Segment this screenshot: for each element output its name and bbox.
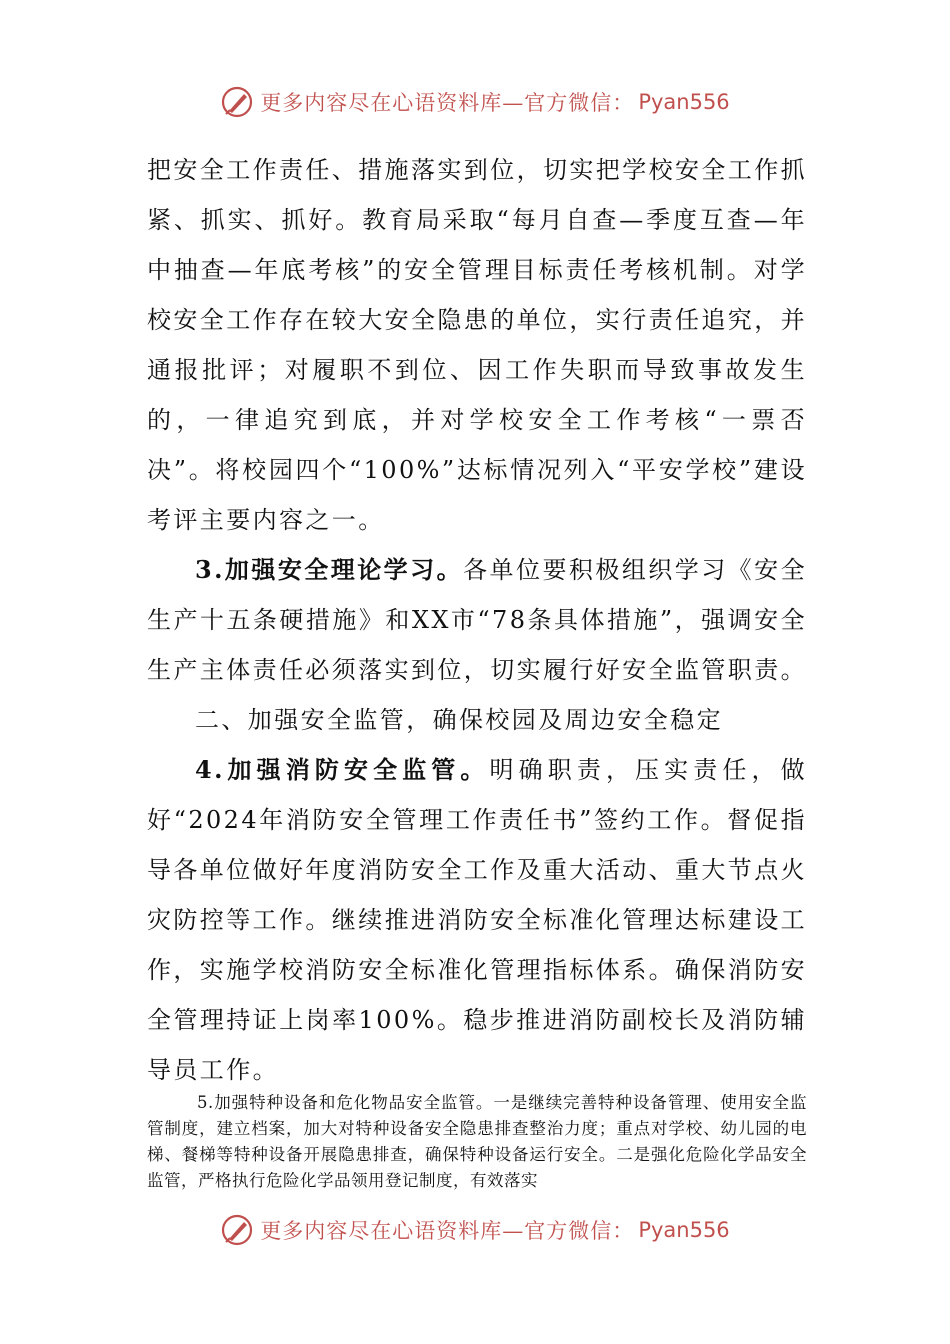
pen-logo-icon bbox=[220, 85, 254, 119]
header-banner-text: 更多内容尽在心语资料库—官方微信： bbox=[260, 91, 635, 115]
footer-banner bbox=[0, 1208, 950, 1252]
paragraph-3-heading: 4.加强消防安全监管。 bbox=[195, 755, 490, 784]
small-print-section bbox=[147, 1090, 807, 1194]
pen-logo-icon bbox=[220, 1213, 254, 1247]
paragraph-1: 把安全工作责任、措施落实到位，切实把学校安全工作抓紧、抓实、抓好。教育局采取“每月自查—季度互查—年中抽查—年底考核”的安全管理目标责任考核机制。对学校安全工作存在较大安全隐患的单位，实行责任追究，并通报批评；对履职不到位、因工作失职而导致事故发生的，一律追究到底，并对学校安全工作考核“一票否决”。将校园四个“100%”达标情况列入“平安学校”建设考评主要内容之一。 bbox=[147, 156, 807, 534]
document-body bbox=[147, 145, 807, 1095]
paragraph-4: 5.加强特种设备和危化物品安全监管。一是继续完善特种设备管理、使用安全监管制度，建立档案，加大对特种设备安全隐患排查整治力度；重点对学校、幼儿园的电梯、餐梯等特种设备开展隐患排查，确保特种设备运行安全。二是强化危险化学品安全监管，严格执行危险化学品领用登记制度，有效落实 bbox=[147, 1093, 807, 1190]
paragraph-2 bbox=[147, 545, 807, 695]
header-wechat-id: Pyan556 bbox=[638, 90, 730, 114]
paragraph-3 bbox=[147, 745, 807, 1095]
paragraph-2-body: 各单位要积极组织学习《安全生产十五条硬措施》和XX市“78条具体措施”，强调安全生产主体责任必须落实到位，切实履行好安全监管职责。 bbox=[147, 556, 807, 684]
paragraph-3-body: 明确职责，压实责任，做好“2024年消防安全管理工作责任书”签约工作。督促指导各单位做好年度消防安全工作及重大活动、重大节点火灾防控等工作。继续推进消防安全标准化管理达标建设工作，实施学校消防安全标准化管理指标体系。确保消防安全管理持证上岗率100%。稳步推进消防副校长及消防辅导员工作。 bbox=[147, 756, 807, 1084]
footer-wechat-id: Pyan556 bbox=[638, 1218, 730, 1242]
section-heading: 二、加强安全监管，确保校园及周边安全稳定 bbox=[195, 706, 723, 734]
paragraph-2-heading: 3.加强安全理论学习。 bbox=[195, 555, 464, 584]
footer-banner-text: 更多内容尽在心语资料库—官方微信： bbox=[260, 1219, 635, 1243]
header-banner bbox=[0, 80, 950, 124]
